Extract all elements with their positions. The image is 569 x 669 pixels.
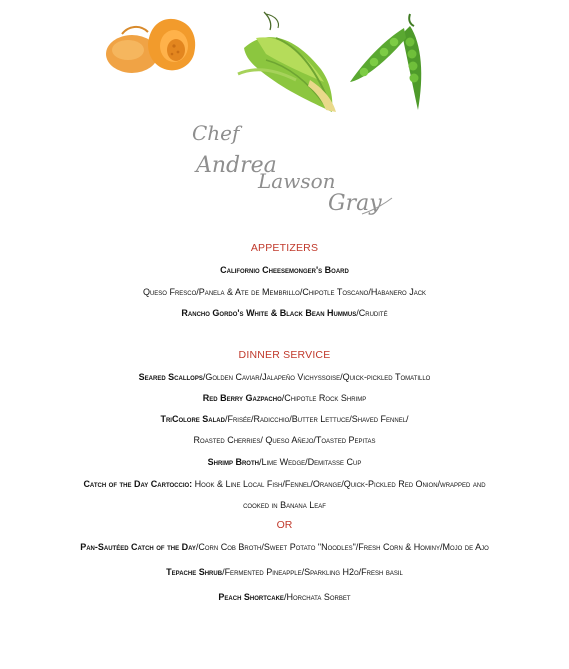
menu-item: [0, 542, 569, 553]
menu-item-details: cooked in Banana Leaf: [243, 500, 326, 510]
menu-item-title: Red Berry Gazpacho: [202, 393, 282, 403]
menu-item: [0, 567, 569, 578]
menu-item-details: /Golden Caviar/Jalapeño Vichyssoise/Quick-pickled Tomatillo: [202, 372, 431, 382]
menu-item: [0, 500, 569, 511]
menu-item: [0, 592, 569, 603]
menu-item: [0, 435, 569, 446]
menu-item: [0, 287, 569, 298]
menu-item-details: Queso Fresco/Panela & Ate de Membrillo/Chipotle Toscano/Habanero Jack: [142, 287, 427, 297]
menu-item-details: Roasted Cherries/ Queso Añejo/Toasted Pepitas: [193, 435, 376, 445]
menu-item: [0, 308, 569, 319]
menu-item-details: /Fermented Pineapple/Sparkling H2o/Fresh basil: [222, 567, 403, 577]
menu-item-details: /Horchata Sorbet: [283, 592, 351, 602]
menu-item-title: Tepache Shrub: [166, 567, 223, 577]
menu-item: [0, 414, 569, 425]
corn-icon: [236, 8, 344, 116]
menu-item-title: Catch of the Day Cartoccio:: [83, 479, 193, 489]
chef-title: Chef: [192, 121, 240, 145]
menu-item: [0, 372, 569, 383]
pea-pod-icon: [344, 12, 426, 114]
menu-item-details: /Frisée/Radicchio/Butter Lettuce/Shaved Fennel/: [224, 414, 409, 424]
menu-item-title: Shrimp Broth: [207, 457, 259, 467]
menu-item: [0, 479, 569, 490]
menu-item-title: Rancho Gordo's White & Black Bean Hummus: [181, 308, 357, 318]
chef-signature: [186, 114, 396, 224]
dinner-service-heading: DINNER SERVICE: [238, 349, 331, 361]
menu-item-title: Seared Scallops: [138, 372, 203, 382]
chef-middle-name: Lawson: [258, 169, 336, 193]
menu-item-details: /Lime Wedge/Demitasse Cup: [258, 457, 362, 467]
butternut-squash-icon: [104, 10, 200, 76]
menu-item-title: Californio Cheesemonger's Board: [220, 265, 349, 275]
menu-item-details: /Corn Cob Broth/Sweet Potato "Noodles"/Fresh Corn & Hominy/Mojo de Ajo: [195, 542, 489, 552]
or-divider: OR: [276, 519, 293, 531]
chef-first-name: Andrea: [196, 153, 277, 178]
menu-item-title: Peach Shortcake: [218, 592, 284, 602]
menu-item-details: /Chipotle Rock Shrimp: [281, 393, 367, 403]
menu-item: [0, 393, 569, 404]
menu-item-title: Pan-Sautéed Catch of the Day: [80, 542, 196, 552]
appetizers-heading: APPETIZERS: [250, 242, 319, 254]
menu-item: [0, 457, 569, 468]
menu-item-details: Hook & Line Local Fish/Fennel/Orange/Quick-Pickled Red Onion/wrapped and: [192, 479, 486, 489]
menu-item: [0, 265, 569, 276]
menu-item-title: TriColore Salad: [160, 414, 225, 424]
menu-item-details: /Crudité: [356, 308, 388, 318]
chef-last-name: Gray: [328, 191, 382, 216]
